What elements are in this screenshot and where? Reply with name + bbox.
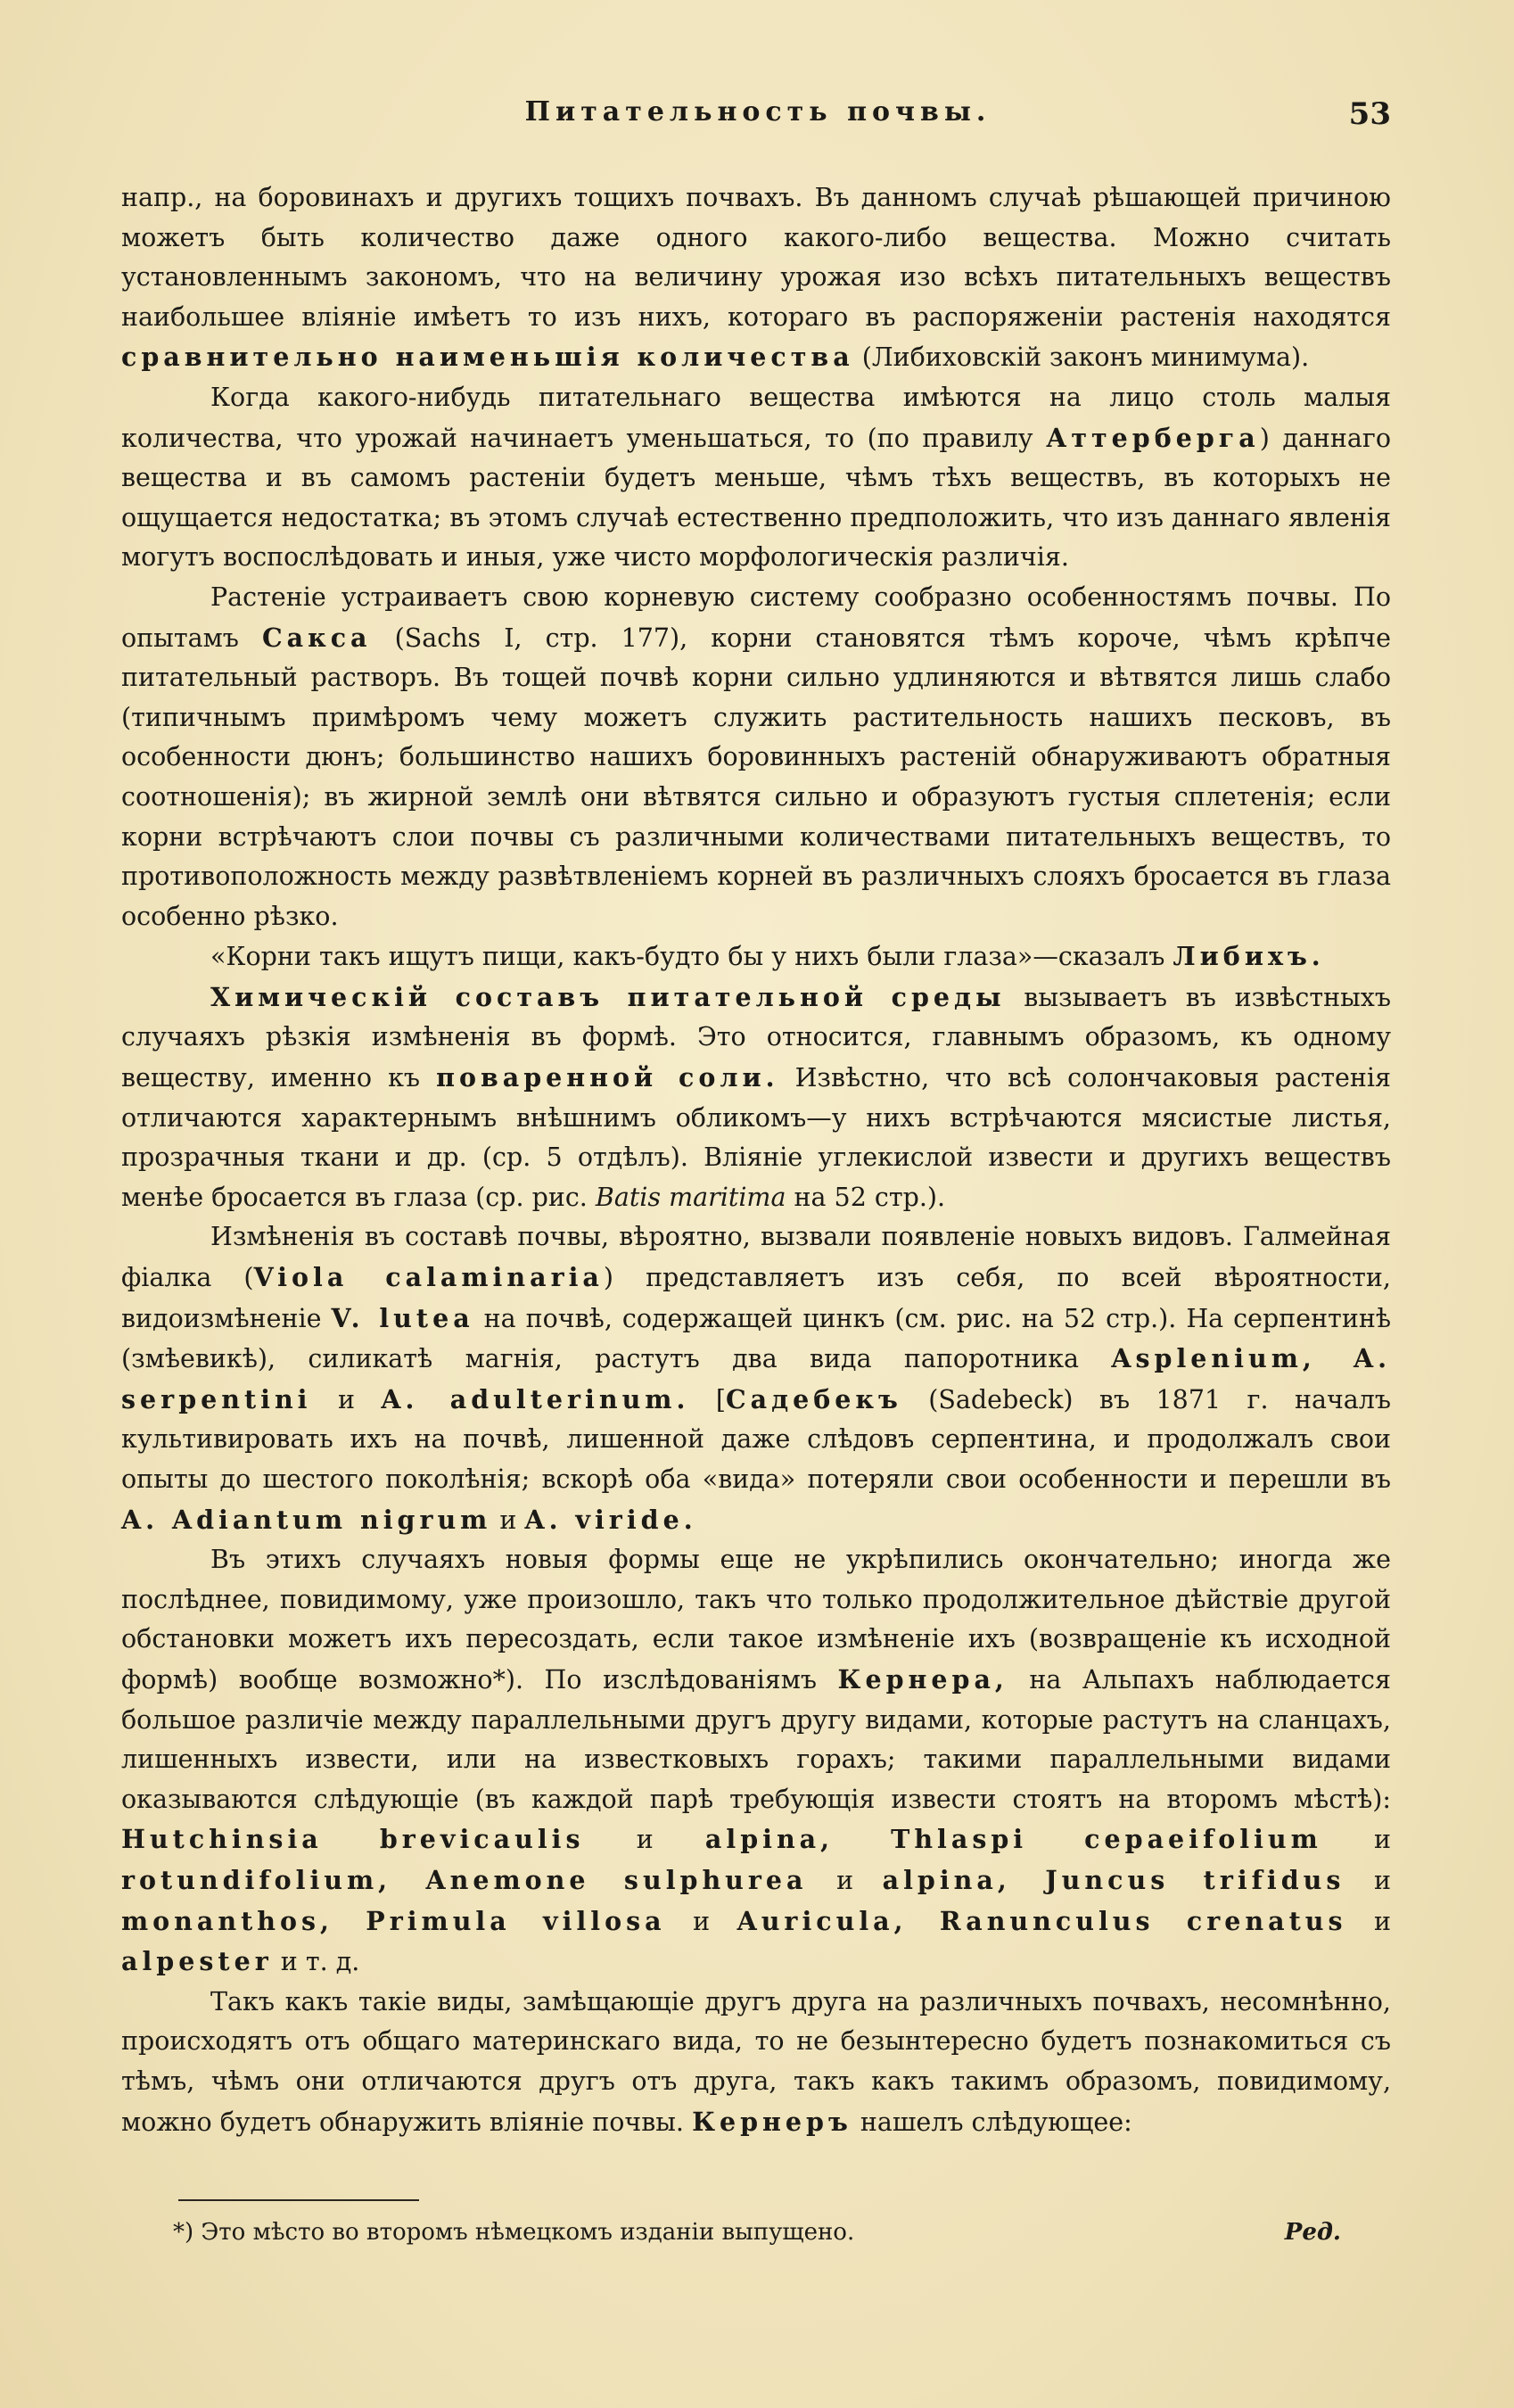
emphasis: поваренной соли. xyxy=(436,1062,779,1093)
text-run: (Sadebeck) въ 1871 г. началъ культивировать ихъ на почвѣ, лишенной даже слѣдовъ серпентина, и продолжалъ свои опыты до шестого поколѣнія; вскорѣ оба «вида» потеряли свои особенности и перешли въ xyxy=(121,1384,1392,1494)
species-name: Auricula, Ranunculus crenatus xyxy=(736,1905,1347,1936)
emphasis: Химическій составъ питательной среды xyxy=(210,981,1006,1012)
paragraph xyxy=(121,378,1391,578)
text-run: напр., на боровинахъ и другихъ тощихъ почвахъ. Въ данномъ случаѣ рѣшающей причиною можетъ быть количество даже одного какого-либо вещества. Можно считать установленнымъ закономъ, что на величину урожая изо всѣхъ питательныхъ веществъ наибольшее вліяніе имѣетъ то изъ нихъ, котораго въ распоряженіи растенія находятся xyxy=(121,183,1391,332)
species-name: Asplenium, A. serpentini xyxy=(121,1343,1391,1414)
text-run: Такъ какъ такіе виды, замѣщающіе другъ друга на различныхъ почвахъ, несомнѣнно, происходятъ отъ общаго материнскаго вида, то не безынтересно будетъ познакомиться съ тѣмъ, чѣмъ они отличаются другъ отъ друга, такъ какъ такимъ образомъ, повидимому, можно будетъ обнаружить вліяніе почвы. xyxy=(121,1986,1391,2137)
text-run: вызываетъ въ извѣстныхъ случаяхъ рѣзкія измѣненія въ формѣ. Это относится, главнымъ образомъ, къ одному веществу, именно къ xyxy=(121,982,1391,1093)
text-run: Извѣстно, что всѣ солончаковыя растенія отличаются характернымъ внѣшнимъ обликомъ—у нихъ встрѣчаются мясистые листья, прозрачныя ткани и др. (ср. 5 отдѣлъ). Вліяніе углекислой извести и другихъ веществъ менѣе бросается въ глаза (ср. рис. xyxy=(121,1063,1391,1212)
text-run: «Корни такъ ищутъ пищи, какъ-будто бы у нихъ были глаза»—сказалъ xyxy=(210,942,1165,972)
paragraph xyxy=(121,936,1391,977)
editor-mark: Ред. xyxy=(1284,2219,1341,2246)
page-number: 53 xyxy=(1348,96,1391,132)
text-run: на 52 стр.). xyxy=(794,1182,946,1212)
emphasis: сравнительно наименьшія количества xyxy=(121,342,854,373)
species-name: alpina, Juncus trifidus xyxy=(882,1864,1345,1895)
paragraph xyxy=(121,1540,1391,1983)
species-name: rotundifolium, Anemone sulphurea xyxy=(121,1864,808,1895)
running-title: Питательность почвы. xyxy=(524,96,992,128)
footnote-text: *) Это мѣсто во второмъ нѣмецкомъ изданіи выпущено. xyxy=(173,2219,855,2246)
text-run: Измѣненія въ составѣ почвы, вѣроятно, вызвали появленіе новыхъ видовъ. Галмейная фіалка ( xyxy=(121,1222,1391,1293)
text-run: Въ этихъ случаяхъ новыя формы еще не укрѣпились окончательно; иногда же послѣднее, повидимому, уже произошло, такъ что только продолжительное дѣйствіе другой обстановки можетъ ихъ пересоздать, если такое измѣненіе ихъ (возвращеніе къ исходной формѣ) вообще возможно*). По изслѣдованіямъ xyxy=(121,1545,1391,1695)
species-name: A. viride. xyxy=(524,1504,697,1535)
text-run: и xyxy=(499,1505,517,1535)
text-run: и xyxy=(693,1906,711,1936)
species-name: Viola calaminaria xyxy=(253,1262,604,1293)
species-name: V. lutea xyxy=(331,1302,474,1333)
text-run: и xyxy=(836,1865,854,1895)
species-name: A. adulterinum. xyxy=(381,1383,690,1414)
species-name: Hutchinsia brevicaulis xyxy=(121,1824,585,1855)
text-run: и xyxy=(1373,1906,1391,1936)
species-name: A. Adiantum nigrum xyxy=(121,1504,492,1535)
author-name: Аттерберга xyxy=(1046,422,1260,453)
paragraph xyxy=(121,977,1391,1218)
text-run: ) представляетъ изъ себя, по всей вѣроятности, видоизмѣненіе xyxy=(121,1263,1391,1333)
species-name: monanthos, Primula villosa xyxy=(121,1905,666,1936)
text-run: Растеніе устраиваетъ свою корневую систему сообразно особенностямъ почвы. По опытамъ xyxy=(121,581,1391,653)
text-run: (Sachs I, стр. 177), корни становятся тѣмъ короче, чѣмъ крѣпче питательный растворъ. Въ тощей почвѣ корни сильно удлиняются и вѣтвятся лишь слабо (типичнымъ примѣромъ чему можетъ служить растительность нашихъ песковъ, въ особенности дюнъ; большинство нашихъ боровинныхъ растеній обнаруживаютъ обратныя соотношенія); въ жирной землѣ они вѣтвятся сильно и образуютъ густыя сплетенія; если корни встрѣчаютъ слои почвы съ различными количествами питательныхъ веществъ, то противоположность между развѣтвленіемъ корней въ различныхъ слояхъ бросается въ глаза особенно рѣзко. xyxy=(121,623,1392,931)
species-name: alpester xyxy=(121,1946,273,1977)
text-run: на Альпахъ наблюдается большое различіе между параллельными другъ другу видами, которые растутъ на сланцахъ, лишенныхъ извести, или на известковыхъ горахъ; такими параллельными видами оказываются слѣдующіе (въ каждой парѣ требующія извести стоятъ на второмъ мѣстѣ): xyxy=(121,1664,1391,1814)
text-run: (Либиховскій законъ минимума). xyxy=(861,342,1310,373)
footnote-divider xyxy=(178,2199,419,2201)
paragraph xyxy=(121,1983,1391,2142)
paragraph xyxy=(121,178,1391,378)
species-name: Batis maritima xyxy=(595,1182,786,1212)
author-name: Либихъ. xyxy=(1173,941,1325,972)
species-name: alpina, Thlaspi cepaeifolium xyxy=(704,1824,1322,1855)
paragraph xyxy=(121,1217,1391,1540)
text-run: Когда какого-нибудь питательнаго вещества имѣются на лицо столь малыя количества, что урожай начинаетъ уменьшаться, то (по правилу xyxy=(121,382,1391,453)
author-name: Сакса xyxy=(261,622,372,653)
text-run: и xyxy=(1374,1825,1392,1855)
text-run: и xyxy=(1374,1865,1392,1895)
page-header xyxy=(125,96,1391,141)
text-run: [ xyxy=(715,1384,726,1414)
paragraph xyxy=(121,578,1391,936)
text-run: нашелъ слѣдующее: xyxy=(860,2107,1132,2137)
author-name: Садебекъ xyxy=(725,1383,902,1414)
text-run: и xyxy=(636,1825,654,1855)
text-run: на почвѣ, содержащей цинкъ (см. рис. на 52 стр.). На серпентинѣ (змѣевикѣ), силикатѣ магнія, растутъ два вида папоротника xyxy=(121,1303,1392,1374)
author-name: Кернеръ xyxy=(692,2106,852,2137)
text-run: и xyxy=(337,1384,355,1414)
author-name: Кернера, xyxy=(837,1663,1008,1695)
text-run: ) даннаго вещества и въ самомъ растеніи будетъ меньше, чѣмъ тѣхъ веществъ, въ которыхъ не ощущается недостатка; въ этомъ случаѣ естественно предположить, что изъ даннаго явленія могутъ воспослѣдовать и иныя, уже чисто морфологическія различія. xyxy=(121,423,1391,573)
body-text xyxy=(121,178,1391,2142)
text-run: и т. д. xyxy=(280,1947,360,1977)
footnote xyxy=(173,2216,1341,2248)
